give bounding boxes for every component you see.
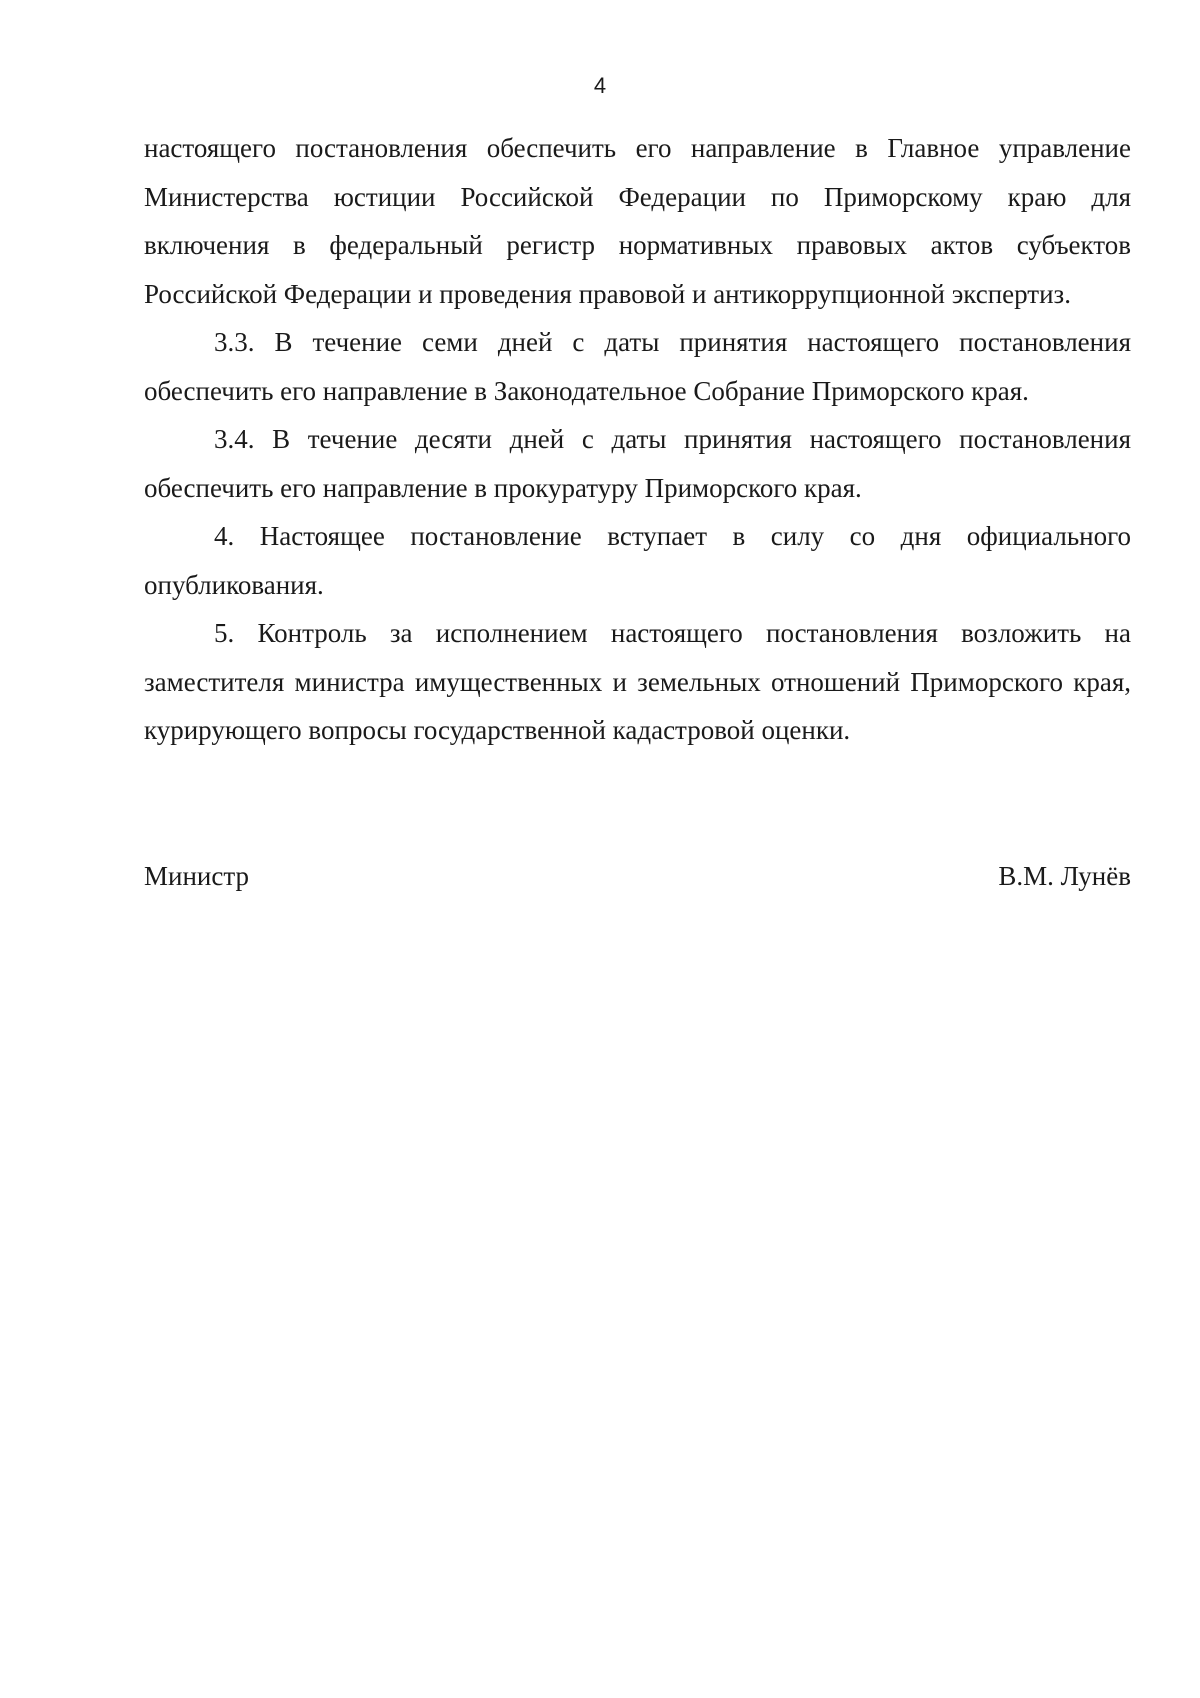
document-body [144,124,1131,755]
signatory-name: В.М. Лунёв [998,861,1131,891]
signatory-position: Министр [144,861,249,891]
paragraph-3-3: 3.3. В течение семи дней с даты принятия настоящего постановления обеспечить его направление в Законодательное Собрание Приморского края. [144,327,1131,406]
paragraph-5: 5. Контроль за исполнением настоящего постановления возложить на заместителя министра имущественных и земельных отношений Приморского края, курирующего вопросы государственной кадастровой оценки. [144,618,1131,745]
paragraph-continuation: настоящего постановления обеспечить его направление в Главное управление Министерства юстиции Российской Федерации по Приморскому краю для включения в федеральный регистр нормативных правовых актов субъектов Российской Федерации и проведения правовой и антикоррупционной экспертиз. [144,133,1131,309]
paragraph-3-4: 3.4. В течение десяти дней с даты принятия настоящего постановления обеспечить его направление в прокуратуру Приморского края. [144,424,1131,503]
signature-block [144,858,1131,894]
page-number: 4 [593,73,607,98]
paragraph-4: 4. Настоящее постановление вступает в силу со дня официального опубликования. [144,521,1131,600]
